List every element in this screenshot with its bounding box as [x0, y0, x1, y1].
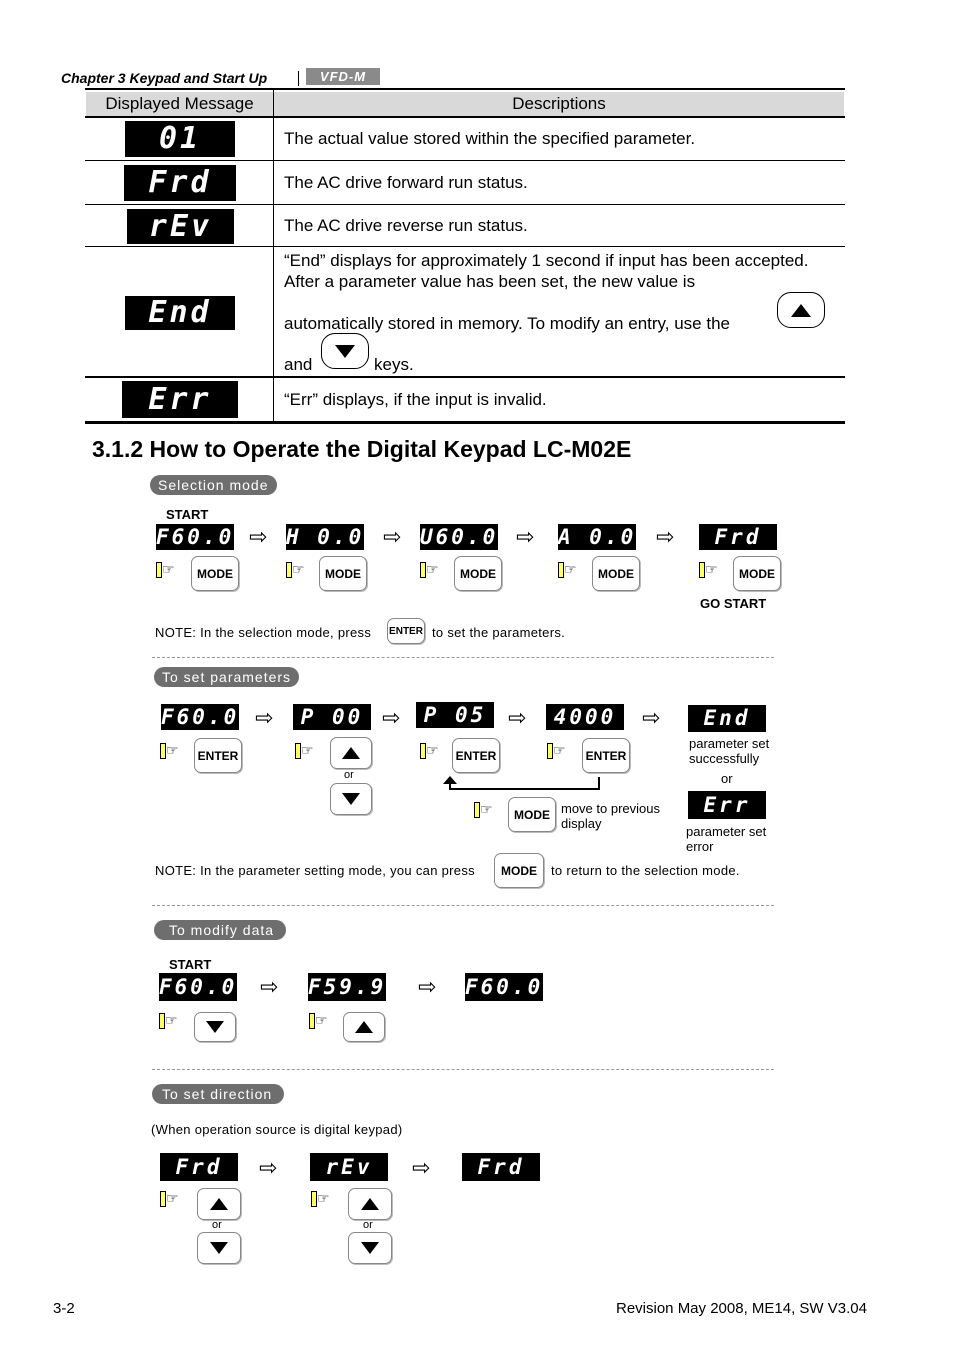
- lcd-display: H 0.0: [286, 525, 364, 549]
- set-parameters-label: To set parameters: [154, 667, 299, 687]
- col-header-descriptions: Descriptions: [274, 92, 844, 116]
- or-label: or: [212, 1219, 222, 1231]
- section-divider: [152, 905, 774, 906]
- table-cell-desc: The AC drive forward run status.: [284, 173, 528, 192]
- start-label: START: [169, 957, 212, 972]
- up-triangle-icon: [361, 1198, 379, 1210]
- col-header-displayed: Displayed Message: [86, 92, 273, 116]
- hand-pointer-icon: ☞: [420, 743, 439, 759]
- selection-note: to set the parameters.: [432, 625, 566, 640]
- down-triangle-icon: [342, 793, 360, 805]
- parameter-note: to return to the selection mode.: [551, 863, 740, 878]
- enter-key[interactable]: ENTER: [387, 618, 425, 644]
- or-label: or: [344, 769, 354, 781]
- success-label: parameter set successfully: [689, 736, 770, 766]
- right-arrow-icon: ⇨: [249, 524, 268, 549]
- lcd-display: F60.0: [156, 525, 234, 549]
- hand-pointer-icon: ☞: [160, 743, 179, 759]
- lcd-display: Frd: [699, 524, 777, 550]
- mode-key[interactable]: MODE: [319, 556, 367, 591]
- mode-key[interactable]: MODE: [733, 556, 781, 591]
- hand-pointer-icon: ☞: [295, 743, 314, 759]
- up-key[interactable]: [343, 1012, 385, 1042]
- right-arrow-icon: ⇨: [508, 705, 527, 730]
- lcd-display: U60.0: [420, 525, 498, 549]
- lcd-display: F60.0: [465, 975, 543, 999]
- lcd-display: Frd: [160, 1153, 238, 1181]
- lcd-display: P 05: [416, 702, 494, 728]
- enter-key[interactable]: ENTER: [194, 738, 242, 773]
- up-key[interactable]: [348, 1188, 392, 1220]
- hand-pointer-icon: ☞: [160, 1191, 179, 1207]
- table-cell-desc: keys.: [374, 355, 414, 374]
- hand-pointer-icon: ☞: [156, 562, 175, 578]
- go-start-label: GO START: [700, 596, 767, 611]
- hand-pointer-icon: ☞: [699, 562, 718, 578]
- down-key-icon: [321, 333, 369, 369]
- or-label: or: [721, 771, 733, 786]
- lcd-display: End: [688, 705, 766, 732]
- lcd-display: F60.0: [159, 975, 237, 999]
- table-top-rule: [85, 88, 845, 90]
- down-triangle-icon: [210, 1242, 228, 1254]
- lcd-display: Frd: [124, 165, 236, 201]
- section-divider: [152, 657, 774, 658]
- set-direction-label: To set direction: [152, 1084, 284, 1104]
- lcd-display: F59.9: [308, 975, 386, 999]
- revision-info: Revision May 2008, ME14, SW V3.04: [616, 1300, 867, 1317]
- right-arrow-icon: ⇨: [260, 974, 279, 999]
- down-key[interactable]: [197, 1232, 241, 1264]
- table-row-rule: [85, 160, 845, 161]
- return-bracket: [449, 777, 600, 790]
- right-arrow-icon: ⇨: [255, 705, 274, 730]
- section-title: 3.1.2 How to Operate the Digital Keypad LC-M02E: [92, 436, 632, 462]
- lcd-display: P 00: [293, 704, 371, 730]
- right-arrow-icon: ⇨: [383, 524, 402, 549]
- lcd-display: rEv: [127, 209, 234, 244]
- parameter-note: NOTE: In the parameter setting mode, you can press: [155, 863, 475, 878]
- up-triangle-icon: [210, 1198, 228, 1210]
- hand-pointer-icon: ☞: [420, 562, 439, 578]
- hand-pointer-icon: ☞: [286, 562, 305, 578]
- right-arrow-icon: ⇨: [412, 1155, 431, 1180]
- down-key[interactable]: [194, 1012, 236, 1042]
- right-arrow-icon: ⇨: [656, 524, 675, 549]
- mode-key[interactable]: MODE: [494, 853, 544, 888]
- mode-key[interactable]: MODE: [191, 556, 239, 591]
- right-arrow-icon: ⇨: [382, 705, 401, 730]
- selection-note: NOTE: In the selection mode, press: [155, 625, 372, 640]
- down-triangle-icon: [361, 1242, 379, 1254]
- lcd-display: End: [125, 296, 235, 330]
- lcd-display: Err: [122, 381, 238, 418]
- vfd-m-logo: VFD-M: [306, 68, 380, 85]
- chapter-header: Chapter 3 Keypad and Start Up: [61, 70, 268, 86]
- enter-key[interactable]: ENTER: [582, 738, 630, 773]
- move-previous-label: move to previous display: [561, 801, 660, 831]
- or-label: or: [363, 1219, 373, 1231]
- table-row-rule: [85, 204, 845, 205]
- up-triangle-icon: [342, 747, 360, 759]
- up-triangle-icon: [355, 1021, 373, 1033]
- mode-key[interactable]: MODE: [454, 556, 502, 591]
- down-key[interactable]: [348, 1232, 392, 1264]
- table-row-rule: [85, 246, 845, 247]
- right-arrow-icon: ⇨: [516, 524, 535, 549]
- right-arrow-icon: ⇨: [418, 974, 437, 999]
- lcd-display: F60.0: [161, 705, 239, 729]
- mode-key[interactable]: MODE: [508, 797, 556, 832]
- lcd-display: Frd: [462, 1153, 540, 1181]
- table-column-divider: [273, 90, 274, 422]
- table-row-rule: [85, 376, 845, 378]
- lcd-display: 4000: [546, 704, 624, 730]
- up-key-icon: [777, 292, 825, 328]
- hand-pointer-icon: ☞: [311, 1191, 330, 1207]
- hand-pointer-icon: ☞: [547, 743, 566, 759]
- enter-key[interactable]: ENTER: [452, 738, 500, 773]
- lcd-display: A 0.0: [558, 525, 636, 549]
- page-number: 3-2: [53, 1300, 75, 1317]
- section-divider: [152, 1069, 774, 1070]
- header-divider: [298, 71, 299, 86]
- table-cell-desc: automatically stored in memory. To modify an entry, use the: [284, 314, 730, 333]
- table-cell-desc: and: [284, 355, 313, 374]
- right-arrow-icon: ⇨: [259, 1155, 278, 1180]
- error-label: parameter set error: [686, 824, 767, 854]
- table-cell-desc: “End” displays for approximately 1 second if input has been accepted. After a parameter value has been set, the new value is: [284, 251, 809, 291]
- table-cell-desc: The AC drive reverse run status.: [284, 216, 528, 235]
- down-triangle-icon: [206, 1021, 224, 1033]
- lcd-display: rEv: [310, 1153, 388, 1181]
- hand-pointer-icon: ☞: [309, 1013, 328, 1029]
- table-cell-desc: The actual value stored within the specified parameter.: [284, 129, 696, 148]
- up-key[interactable]: [197, 1188, 241, 1220]
- return-arrowhead-icon: [443, 776, 457, 784]
- table-header-rule: [85, 116, 845, 118]
- lcd-display: 01: [125, 121, 235, 157]
- up-key[interactable]: [330, 737, 372, 769]
- selection-mode-label: Selection mode: [150, 475, 277, 495]
- start-label: START: [166, 507, 209, 522]
- right-arrow-icon: ⇨: [642, 705, 661, 730]
- table-cell-desc: “Err” displays, if the input is invalid.: [284, 390, 547, 409]
- down-key[interactable]: [330, 783, 372, 815]
- modify-data-label: To modify data: [154, 920, 286, 940]
- table-bottom-rule: [85, 421, 845, 424]
- lcd-display: Err: [688, 791, 766, 819]
- direction-subtitle: (When operation source is digital keypad): [151, 1122, 403, 1137]
- hand-pointer-icon: ☞: [159, 1013, 178, 1029]
- hand-pointer-icon: ☞: [558, 562, 577, 578]
- hand-pointer-icon: ☞: [474, 802, 493, 818]
- mode-key[interactable]: MODE: [592, 556, 640, 591]
